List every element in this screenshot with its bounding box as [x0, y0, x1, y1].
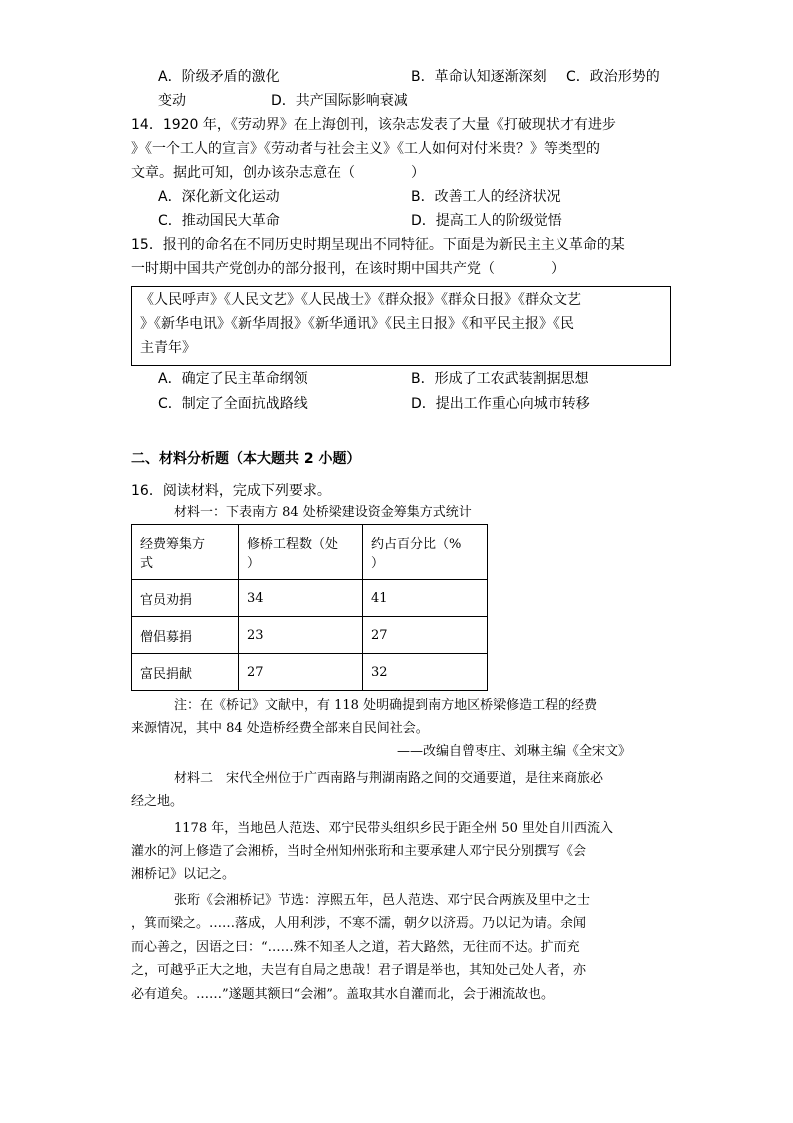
table-cell: 富民捐献 [132, 654, 239, 691]
q14-option-d: D．提高工人的阶级觉悟 [411, 213, 562, 229]
q16-intro: 16．阅读材料，完成下列要求。 [131, 483, 331, 499]
table-cell: 23 [239, 617, 363, 654]
q15-box-line3: 主青年》 [140, 340, 196, 356]
q15-option-a: A．确定了民主革命纲领 [158, 371, 308, 387]
q15-box-line2: 》《新华电讯》《新华周报》《新华通讯》《民主日报》《和平民主报》《民 [140, 316, 574, 332]
section-title: 二、材料分析题（本大题共 2 小题） [131, 451, 361, 467]
q14-option-b: B．改善工人的经济状况 [411, 189, 561, 205]
q14-stem-line1: 14．1920 年，《劳动界》在上海创刊，该杂志发表了大量《打破现状才有进步 [131, 117, 616, 133]
table-header-cell: 修桥工程数（处 ） [239, 525, 363, 580]
table-row [132, 580, 488, 617]
q13-option-b: B．革命认知逐渐深刻 [411, 69, 547, 85]
para3-line1: 张珩《会湘桥记》节选：淳熙五年，邑人范迭、邓宁民合两族及里中之士 [174, 893, 591, 908]
table-row [132, 654, 488, 691]
table-row [132, 617, 488, 654]
table-cell: 官员劝捐 [132, 580, 239, 617]
table-cell: 34 [239, 580, 363, 617]
q14-option-c: C．推动国民大革命 [158, 213, 280, 229]
table-cell: 27 [363, 617, 488, 654]
table-cell: 41 [363, 580, 488, 617]
para2-line3: 湘桥记》以记之。 [131, 867, 236, 882]
q14-stem-line2: 》《一个工人的宣言》《劳动者与社会主义》《工人如何对付米贵？》等类型的 [131, 141, 600, 157]
table-cell: 僧侣募捐 [132, 617, 239, 654]
q15-option-b: B．形成了工农武装割据思想 [411, 371, 589, 387]
q14-stem-line3: 文章。据此可知，创办该杂志意在（ ） [131, 165, 425, 181]
para3-line5: 必有道矣。……”遂题其额曰“会湘”。盖取其水自灌而北，会于湘流故也。 [131, 987, 554, 1002]
para2-line2: 灌水的河上修造了会湘桥，当时全州知州张珩和主要承建人邓宁民分别撰写《会 [131, 844, 587, 859]
table-cell: 32 [363, 654, 488, 691]
para3-line3: 而心善之，因语之曰：“……殊不知圣人之道，若大路然，无往而不达。扩而充 [131, 940, 580, 955]
table-note-line2: 来源情况，其中 84 处造桥经费全部来自民间社会。 [131, 721, 429, 736]
para3-line2: ，箕而梁之。……落成，人用利涉，不寒不濡，朝夕以济焉。乃以记为请。余闻 [131, 916, 587, 931]
q13-option-c: C．政治形势的 [566, 69, 660, 85]
para3-line4: 之，可越乎正大之地，夫岂有自局之患哉！君子谓是举也，其知处己处人者，亦 [131, 963, 587, 978]
q15-stem-line2: 一时期中国共产党创办的部分报刊，在该时期中国共产党（ ） [131, 261, 565, 277]
funding-table [131, 524, 488, 691]
table-header-row [132, 525, 488, 580]
para2-line1: 1178 年，当地邑人范迭、邓宁民带头组织乡民于距全州 50 里处自川西流入 [174, 821, 614, 836]
table-source: ——改编自曾枣庄、刘琳主编《全宋文》 [397, 744, 632, 759]
q15-stem-line1: 15．报刊的命名在不同历史时期呈现出不同特征。下面是为新民主主义革命的某 [131, 237, 625, 253]
table-header-cell: 经费筹集方 式 [132, 525, 239, 580]
q15-option-d: D．提出工作重心向城市转移 [411, 396, 590, 412]
table-header-cell: 约占百分比（% ） [363, 525, 488, 580]
q13-option-a: A．阶级矛盾的激化 [158, 69, 280, 85]
table-note-line1: 注：在《桥记》文献中，有 118 处明确提到南方地区桥梁修造工程的经费 [174, 698, 598, 713]
q14-option-a: A．深化新文化运动 [158, 189, 280, 205]
table-cell: 27 [239, 654, 363, 691]
q13-option-c-cont: 变动 [158, 93, 186, 109]
material2-line2: 经之地。 [131, 794, 184, 809]
material2-line1: 材料二 宋代全州位于广西南路与荆湖南路之间的交通要道，是往来商旅必 [174, 771, 604, 786]
material1-title: 材料一：下表南方 84 处桥梁建设资金筹集方式统计 [174, 505, 472, 520]
q15-box-line1: 《人民呼声》《人民文艺》《人民战士》《群众报》《群众日报》《群众文艺 [140, 292, 581, 308]
q15-option-c: C．制定了全面抗战路线 [158, 396, 308, 412]
q13-option-d: D．共产国际影响衰减 [271, 93, 408, 109]
